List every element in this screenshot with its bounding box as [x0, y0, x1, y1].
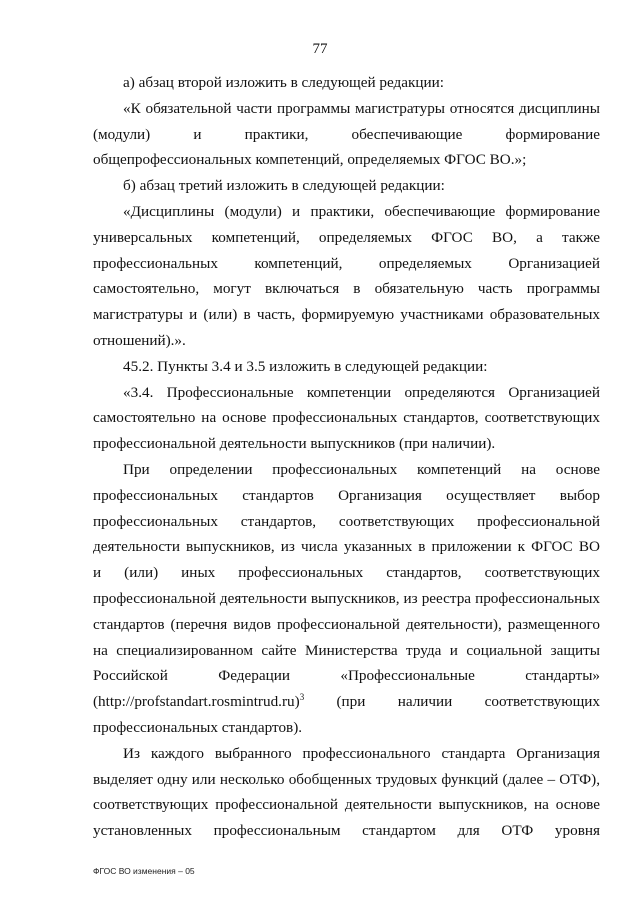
footer-note: ФГОС ВО изменения – 05: [93, 866, 195, 876]
line-text: (http://profstandart.rosmintrud.ru): [93, 693, 300, 711]
text-line: и (или) иных профессиональных стандартов, соответствующих: [93, 564, 600, 582]
text-line: 45.2. Пункты 3.4 и 3.5 изложить в следующей редакции:: [123, 357, 488, 375]
text-line: профессиональных стандартов Организация осуществляет выбор: [93, 486, 600, 504]
text-line: Из каждого выбранного профессионального стандарта Организация: [123, 744, 600, 762]
page-number: 77: [312, 41, 328, 57]
text-line: общепрофессиональных компетенций, определяемых ФГОС ВО.»;: [93, 151, 527, 169]
text-line: При определении профессиональных компетенций на основе: [123, 460, 600, 478]
text-line: профессиональной деятельности выпускников (при наличии).: [93, 435, 496, 453]
text-line: отношений).».: [93, 331, 186, 349]
text-line: (модули) и практики, обеспечивающие формирование: [93, 125, 600, 143]
text-line: стандартов (перечня видов профессиональной деятельности), размещенного: [93, 615, 600, 633]
text-line: профессиональных стандартов, соответствующих профессиональной: [93, 512, 600, 530]
text-line: выделяет одну или несколько обобщенных трудовых функций (далее – ОТФ),: [93, 770, 600, 788]
text-line: Российской Федерации «Профессиональные стандарты»: [93, 667, 600, 685]
document-body: [93, 70, 600, 844]
text-line: деятельности выпускников, из числа указанных в приложении к ФГОС ВО: [93, 538, 600, 556]
text-line: профессиональной деятельности выпускников, из реестра профессиональных: [93, 589, 600, 607]
text-line: самостоятельно, могут включаться в обязательную часть программы: [93, 280, 600, 298]
text-line: «Дисциплины (модули) и практики, обеспечивающие формирование: [123, 202, 600, 220]
text-line: установленных профессиональным стандартом для ОТФ уровня: [93, 822, 600, 840]
line-tail: (при наличии соответствующих: [304, 693, 600, 711]
text-line: профессиональных стандартов).: [93, 718, 303, 736]
text-line: «3.4. Профессиональные компетенции определяются Организацией: [123, 383, 600, 401]
text-line: «К обязательной части программы магистратуры относятся дисциплины: [123, 99, 600, 117]
text-line: профессиональных компетенций, определяемых Организацией: [93, 254, 600, 272]
text-line: [93, 689, 600, 715]
text-line: соответствующих профессиональной деятельности выпускников, на основе: [93, 796, 600, 814]
text-line: самостоятельно на основе профессиональных стандартов, соответствующих: [93, 409, 600, 427]
text-line: универсальных компетенций, определяемых ФГОС ВО, а также: [93, 228, 600, 246]
text-line: а) абзац второй изложить в следующей редакции:: [123, 74, 445, 91]
text-line: б) абзац третий изложить в следующей редакции:: [123, 177, 445, 195]
text-line: магистратуры и (или) в часть, формируемую участниками образовательных: [93, 306, 600, 324]
footnote-ref: 3: [299, 692, 305, 703]
text-line: на специализированном сайте Министерства труда и социальной защиты: [93, 641, 600, 659]
